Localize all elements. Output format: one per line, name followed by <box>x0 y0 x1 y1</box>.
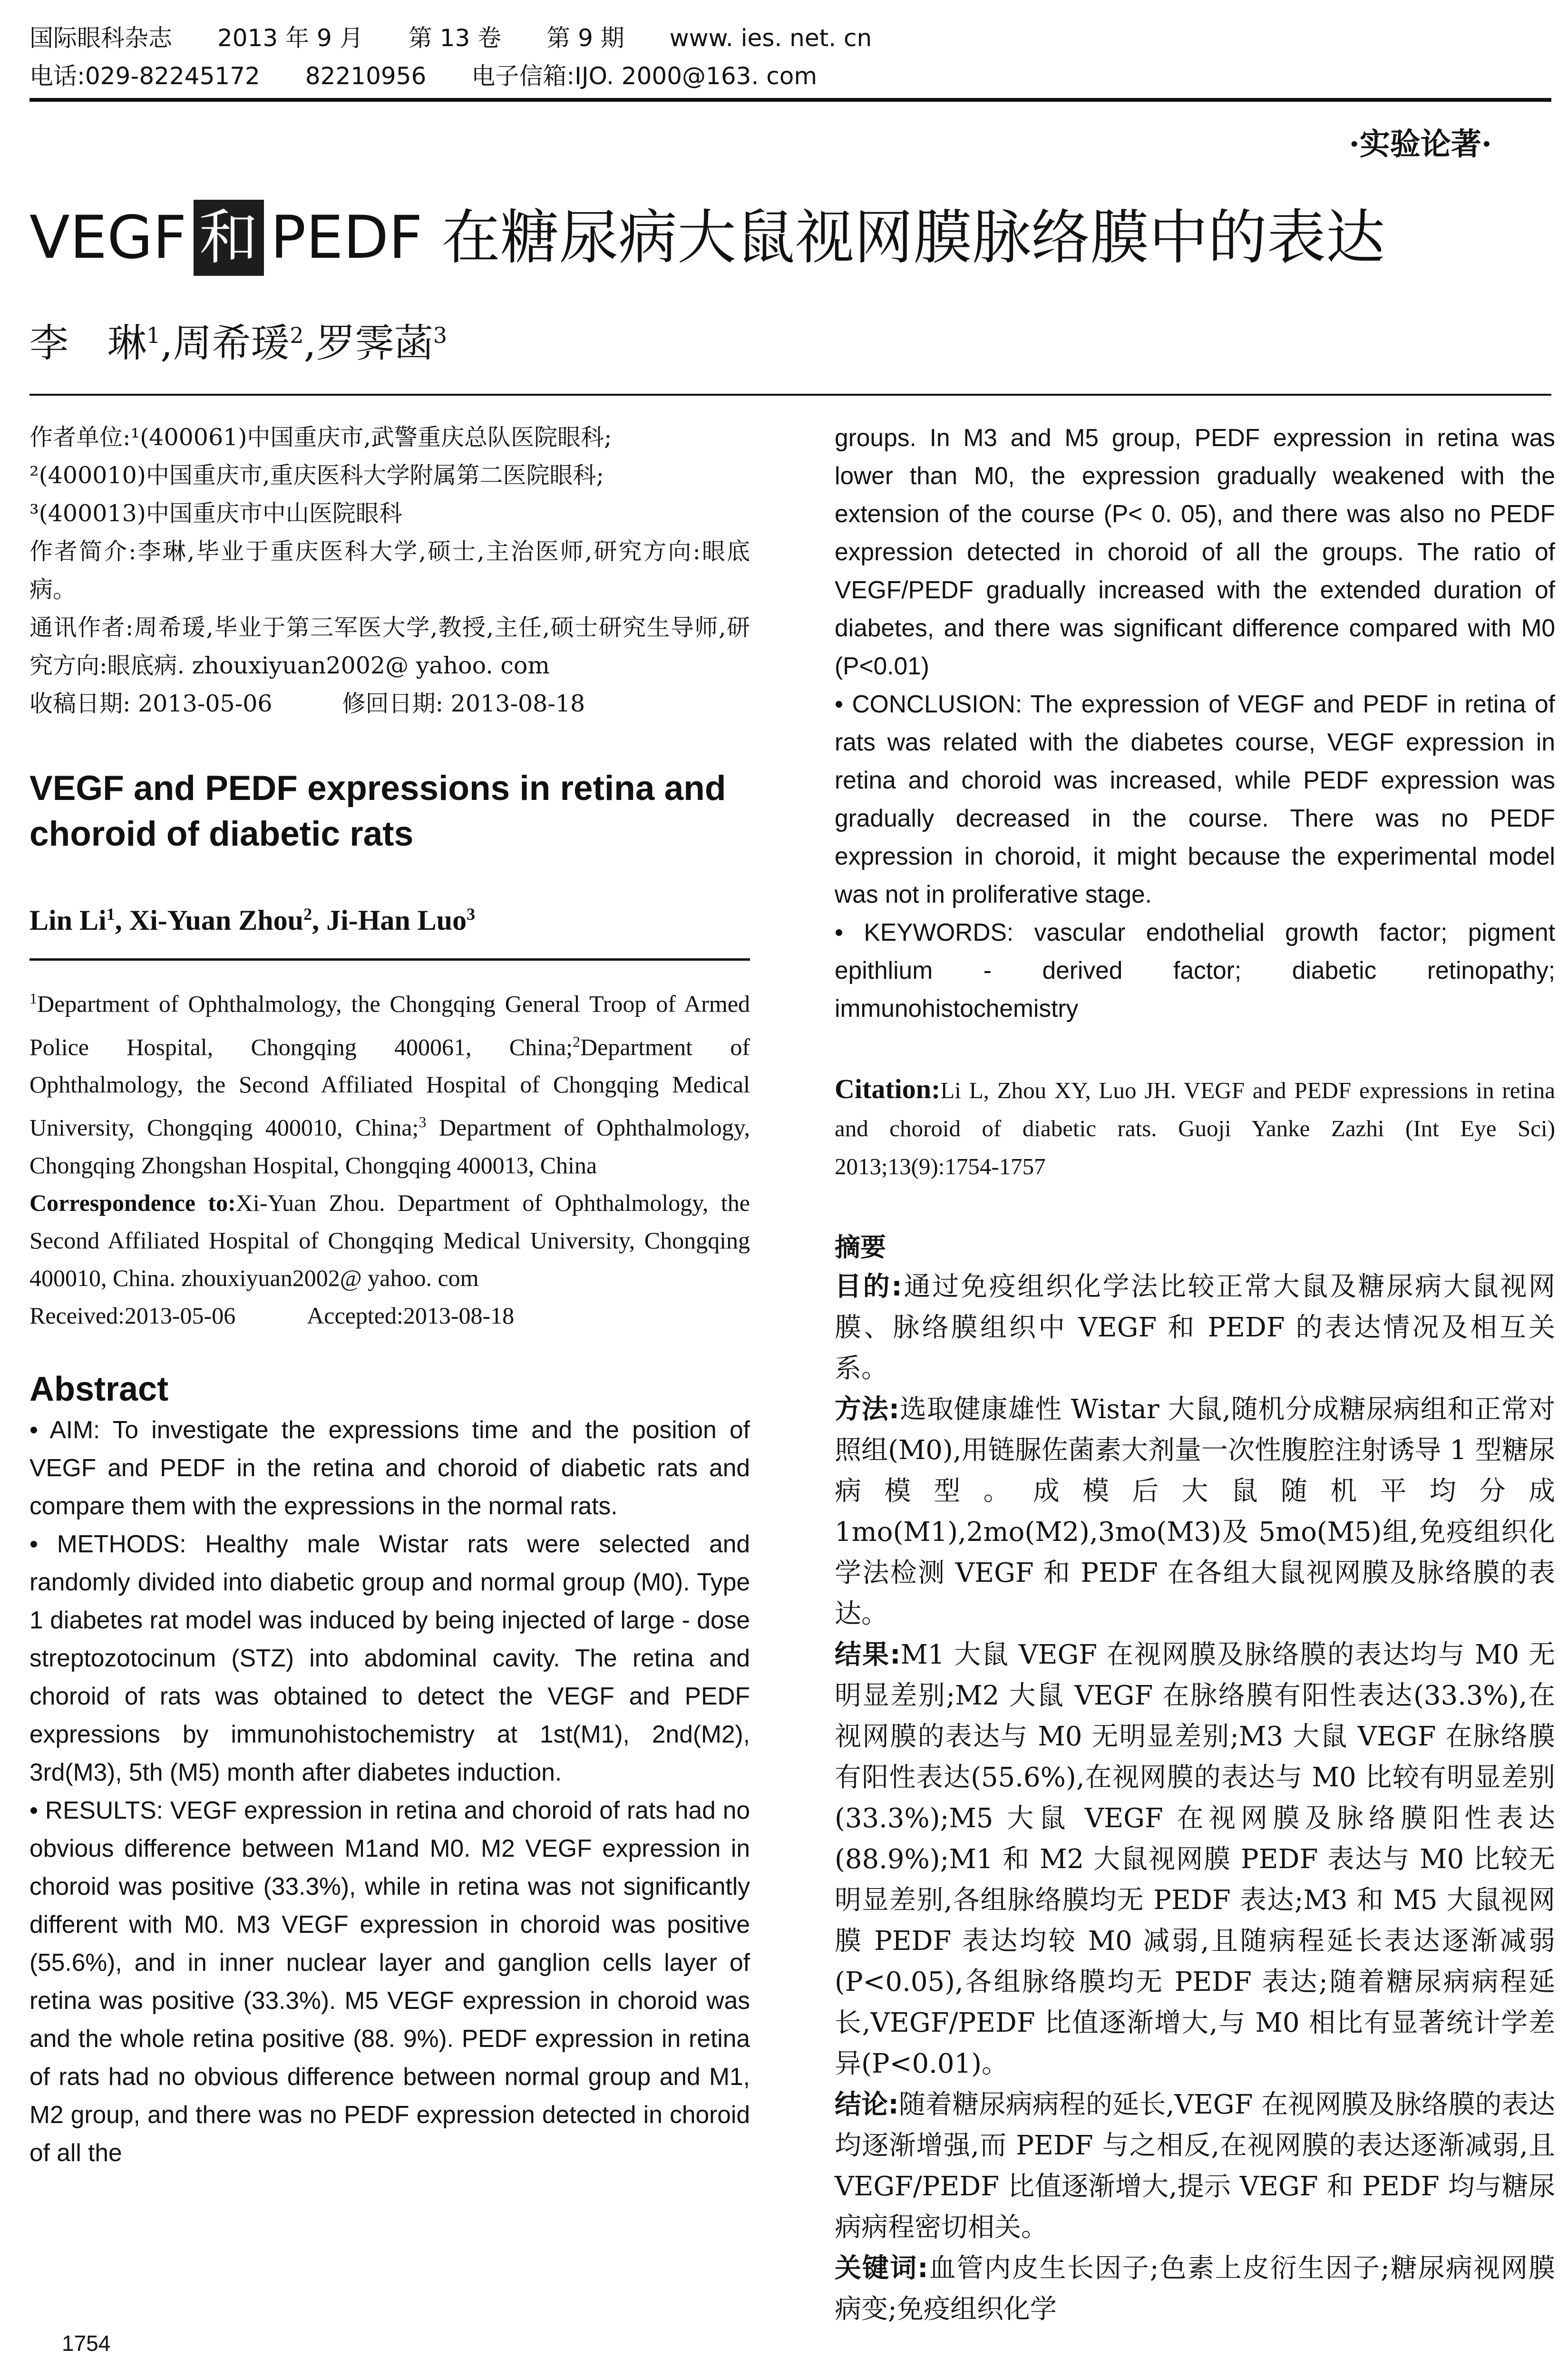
correspondence-text: Xi-Yuan Zhou. Department of Ophthalmology, the Second Affiliated Hospital of Chongqing Medical University, Chongqing 400010, China. zhouxiyuan2002@ yahoo. com <box>29 1189 750 1291</box>
zh-methods <box>835 1389 1555 1635</box>
email: 电子信箱:IJO. 2000@163. com <box>471 62 818 90</box>
affiliation-line: ³(400013)中国重庆市中山医院眼科 <box>29 500 402 527</box>
abstract-conclusion: • CONCLUSION: The expression of VEGF and PEDF in retina of rats was related with the diabetes course, VEGF expression in retina and choroid was increased, while PEDF expression was gradually decreased in the course. There was no PEDF expression in choroid, it might because the experimental model was not in proliferative stage. <box>835 690 1555 908</box>
dept-1: Department of Ophthalmology, the Chongqing General Troop of Armed Police Hospital, Chongqing 400061, China; <box>29 990 750 1061</box>
author-3: ,罗霁菡 <box>303 321 433 366</box>
author-2: ,周希瑗 <box>160 321 290 366</box>
page-number: 1754 <box>62 2331 111 2356</box>
zh-aim <box>835 1266 1555 1389</box>
title-part-3: PEDF 在糖尿病大鼠视网膜脉络膜中的表达 <box>270 204 1385 272</box>
journal-name: 国际眼科杂志 <box>29 24 172 52</box>
author-bio: 作者简介:李琳,毕业于重庆医科大学,硕士,主治医师,研究方向:眼底病。 <box>29 538 750 603</box>
citation-label: Citation: <box>835 1073 941 1104</box>
dept-2-sup: 2 <box>573 1033 581 1050</box>
dept-1-sup: 1 <box>29 990 37 1007</box>
abstract-keywords: • KEYWORDS: vascular endothelial growth factor; pigment epithlium - derived factor; diabetic retinopathy; immunohistochemistry <box>835 918 1555 1022</box>
header-rule <box>29 98 1551 102</box>
right-column <box>835 419 1555 2330</box>
dept-3: Department of Ophthalmology, Chongqing Zhongshan Hospital, Chongqing 400013, China <box>29 1114 750 1179</box>
english-authors <box>29 895 750 939</box>
en-author-3-sup: 3 <box>467 905 476 924</box>
zh-aim-label: 目的: <box>835 1271 902 1302</box>
header-line-2 <box>29 57 1551 95</box>
zh-keywords <box>835 2248 1555 2330</box>
volume: 第 13 卷 <box>408 24 502 52</box>
zh-methods-text: 选取健康雄性 Wistar 大鼠,随机分成糖尿病组和正常对照组(M0),用链脲佐菌素大剂量一次性腹腔注射诱导 1 型糖尿病模型。成模后大鼠随机平均分成 1mo(M1),2mo(M2),3mo(M3)及 5mo(M5)组,免疫组织化学法检测 VEGF 和 PEDF 在各组大鼠视网膜及脉络膜的表达。 <box>835 1394 1556 1629</box>
departments-en <box>29 980 750 1184</box>
zh-results <box>835 1635 1555 2085</box>
zh-keywords-label: 关键词: <box>835 2253 928 2284</box>
correspondence <box>29 1184 750 1297</box>
zh-conclusion-text: 随着糖尿病病程的延长,VEGF 在视网膜及脉络膜的表达均逐渐增强,而 PEDF 与之相反,在视网膜的表达逐渐减弱,且 VEGF/PEDF 比值逐渐增大,提示 VEGF 和 PEDF 均与糖尿病病程密切相关。 <box>835 2089 1555 2243</box>
corresponding-author-cn: 通讯作者:周希瑗,毕业于第三军医大学,教授,主任,硕士研究生导师,研究方向:眼底病. zhouxiyuan2002@ yahoo. com <box>29 614 750 679</box>
zh-abstract-heading: 摘要 <box>835 1232 886 1262</box>
header-line-1 <box>29 19 1551 57</box>
abstract-methods: • METHODS: Healthy male Wistar rats were selected and randomly divided into diabetic group and normal group (M0). Type 1 diabetes rat model was induced by being injected of large - dose streptozotocinum (STZ) into abdominal cavity. The retina and choroid of rats was obtained to detect the VEGF and PEDF expressions by immunohistochemistry at 1st(M1), 2nd(M2), 3rd(M3), 5th (M5) month after diabetes induction. <box>29 1529 750 1786</box>
author-2-sup: 2 <box>290 322 304 348</box>
dept-2: Department of Ophthalmology, the Second Affiliated Hospital of Chongqing Medical University, Chongqing 400010, China; <box>29 1033 750 1141</box>
issue: 第 9 期 <box>546 24 624 52</box>
author-3-sup: 3 <box>433 322 448 348</box>
abstract-results-continued: groups. In M3 and M5 group, PEDF expression in retina was lower than M0, the expression gradually weakened with the extension of the course (P< 0. 05), and there was also no PEDF expression detected in choroid of all the groups. The ratio of VEGF/PEDF gradually increased with the extended duration of diabetes, and there was significant difference compared with M0 (P<0.01) <box>835 424 1555 680</box>
zh-conclusion-label: 结论: <box>835 2089 899 2120</box>
title-part-1: VEGF <box>29 204 187 272</box>
en-author-2-sup: 2 <box>303 905 312 924</box>
page-title <box>29 200 1385 276</box>
affiliation-line: ²(400010)中国重庆市,重庆医科大学附属第二医院眼科; <box>29 462 604 489</box>
zh-methods-label: 方法: <box>835 1394 900 1425</box>
zh-conclusion <box>835 2085 1555 2248</box>
abstract-heading: Abstract <box>29 1370 169 1408</box>
affiliation-line: 作者单位:¹(400061)中国重庆市,武警重庆总队医院眼科; <box>29 424 612 451</box>
authors-rule <box>29 958 750 961</box>
en-author-1-sup: 1 <box>106 905 115 924</box>
affiliations-cn <box>29 419 750 723</box>
zh-results-text: M1 大鼠 VEGF 在视网膜及脉络膜的表达均与 M0 无明显差别;M2 大鼠 VEGF 在脉络膜有阳性表达(33.3%),在视网膜的表达与 M0 无明显差别;M3 大鼠 VEGF 在脉络膜有阳性表达(55.6%),在视网膜的表达与 M0 比较有明显差别(33.3%);M5 大鼠 VEGF 在视网膜及脉络膜阳性表达(88.9%);M1 和 M2 大鼠视网膜 PEDF 表达与 M0 比较无明显差别,各组脉络膜均无 PEDF 表达;M3 和 M5 大鼠视网膜 PEDF 表达均较 M0 减弱,且随病程延长表达逐渐减弱(P<0.05),各组脉络膜均无 PEDF 表达;随着糖尿病病程延长,VEGF/PEDF 比值逐渐增大,与 M0 相比有显著统计学差异(P<0.01)。 <box>835 1639 1556 2079</box>
english-title: VEGF and PEDF expressions in retina and choroid of diabetic rats <box>29 769 726 853</box>
running-header <box>29 19 1551 95</box>
website: www. ies. net. cn <box>669 24 872 52</box>
title-rule <box>29 394 1551 396</box>
dates-cn: 收稿日期: 2013-05-06 修回日期: 2013-08-18 <box>29 690 585 717</box>
en-author-2: , Xi-Yuan Zhou <box>115 905 304 936</box>
authors-cn <box>29 309 447 370</box>
left-column <box>29 419 750 2172</box>
zh-keywords-text: 血管内皮生长因子;色素上皮衍生因子;糖尿病视网膜病变;免疫组织化学 <box>835 2253 1555 2325</box>
author-1: 李 琳 <box>29 321 147 366</box>
author-1-sup: 1 <box>146 322 161 348</box>
correspondence-label: Correspondence to: <box>29 1189 236 1216</box>
received-accepted: Received:2013-05-06 Accepted:2013-08-18 <box>29 1302 515 1329</box>
section-tag: ·实验论著· <box>1349 127 1492 162</box>
en-author-3: , Ji-Han Luo <box>312 905 467 936</box>
dept-3-sup: 3 <box>419 1113 427 1131</box>
phone-2: 82210956 <box>305 62 427 90</box>
issue-date: 2013 年 9 月 <box>217 24 363 52</box>
abstract-results: • RESULTS: VEGF expression in retina and choroid of rats had no obvious difference between M1and M0. M2 VEGF expression in choroid was positive (33.3%), while in retina was not significantly different with M0. M3 VEGF expression in choroid was positive (55.6%), and in inner nuclear layer and ganglion cells layer of retina was positive (33.3%). M5 VEGF expression in choroid was and the whole retina positive (88. 9%). PEDF expression in retina of rats had no obvious difference between normal group and M1, M2 group, and there was no PEDF expression detected in choroid of all the <box>29 1796 750 2166</box>
zh-aim-text: 通过免疫组织化学法比较正常大鼠及糖尿病大鼠视网膜、脉络膜组织中 VEGF 和 PEDF 的表达情况及相互关系。 <box>835 1271 1555 1384</box>
abstract-aim: • AIM: To investigate the expressions time and the position of VEGF and PEDF in the retina and choroid of diabetic rats and compare them with the expressions in the normal rats. <box>29 1415 750 1520</box>
citation-text: Li L, Zhou XY, Luo JH. VEGF and PEDF expressions in retina and choroid of diabetic rats. Guoji Yanke Zazhi (Int Eye Sci) 2013;13(9):1754-1757 <box>835 1077 1555 1179</box>
citation <box>835 1070 1555 1186</box>
en-author-1: Lin Li <box>29 905 107 936</box>
title-part-2: 和 <box>194 200 264 276</box>
zh-results-label: 结果: <box>835 1639 901 1670</box>
phone: 电话:029-82245172 <box>29 62 260 90</box>
